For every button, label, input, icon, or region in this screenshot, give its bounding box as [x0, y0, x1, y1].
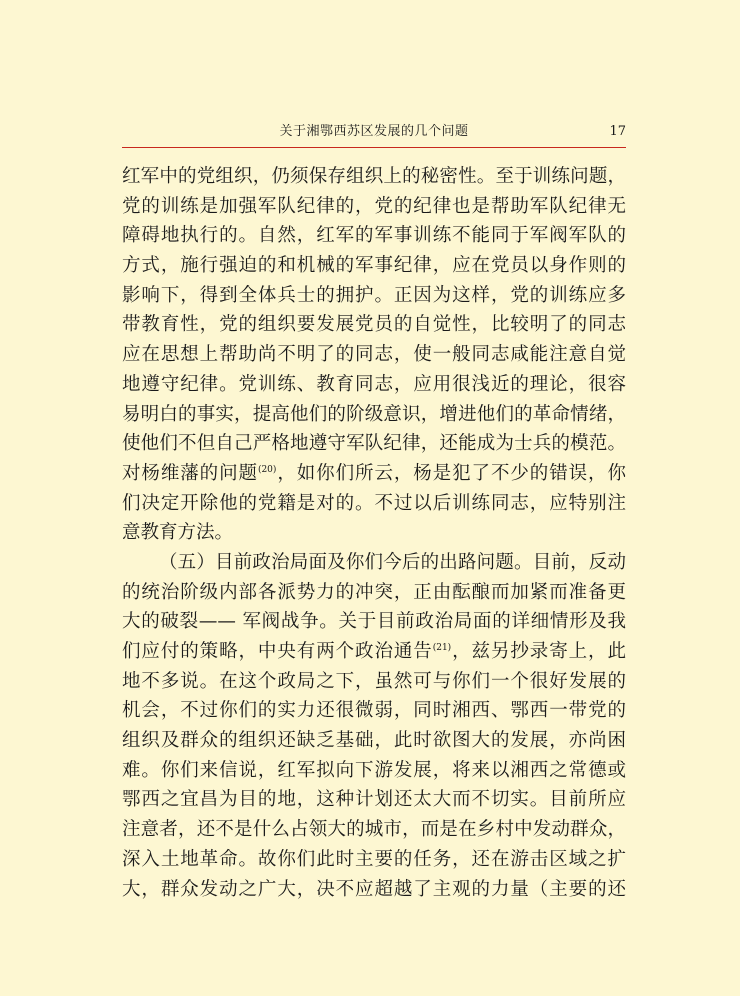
line-text: 易明白的事实，提高他们的阶级意识，增进他们的革命情绪，	[122, 403, 626, 425]
line-text: 的统治阶级内部各派势力的冲突，正由酝酿而加紧而准备更	[122, 581, 626, 603]
line-text: 组织及群众的组织还缺乏基础，此时欲图大的发展，亦尚困	[122, 730, 626, 752]
line-text: 地遵守纪律。党训练、教育同志，应用很浅近的理论，很容	[122, 373, 626, 395]
line-text: 们应付的策略，中央有两个政治通告	[122, 641, 433, 662]
text-line	[122, 875, 626, 905]
line-text: 机会，不过你们的实力还很微弱，同时湘西、鄂西一带党的	[122, 700, 626, 722]
line-text: 大，群众发动之广大，决不应超越了主观的力量（主要的还	[122, 878, 626, 900]
text-line	[122, 162, 626, 192]
text-line	[122, 815, 626, 845]
text-line	[122, 785, 626, 815]
running-title: 关于湘鄂西苏区发展的几个问题	[279, 124, 469, 139]
line-text: 深入土地革命。故你们此时主要的任务，还在游击区域之扩	[122, 848, 626, 870]
text-line	[122, 310, 626, 340]
text-line	[122, 667, 626, 697]
running-header	[122, 122, 626, 146]
text-line	[122, 489, 626, 519]
line-text: 难。你们来信说，红军拟向下游发展，将来以湘西之常德或	[122, 759, 626, 781]
text-line	[122, 221, 626, 251]
text-line	[122, 578, 626, 608]
text-line	[122, 429, 626, 459]
line-text-continued: ，兹另抄录寄上，此	[451, 641, 626, 662]
text-line	[122, 756, 626, 786]
text-line	[122, 281, 626, 311]
line-text-continued: ，如你们所云，杨是犯了不少的错误，你	[276, 462, 626, 484]
line-text: 使他们不但自己严格地遵守军队纪律，还能成为士兵的模范。	[122, 433, 626, 455]
line-text: 应在思想上帮助尚不明了的同志，使一般同志咸能注意自觉	[122, 344, 626, 366]
line-text: 障碍地执行的。自然，红军的军事训练不能同于军阀军队的	[122, 225, 626, 247]
text-line	[122, 726, 626, 756]
text-line	[122, 192, 626, 222]
line-text: 带教育性，党的组织要发展党员的自觉性，比较明了的同志	[122, 314, 626, 336]
line-text: 对杨维藩的问题	[122, 462, 258, 484]
text-line	[122, 548, 626, 578]
text-line	[122, 251, 626, 281]
text-line	[122, 518, 626, 548]
line-text: 方式，施行强迫的和机械的军事纪律，应在党员以身作则的	[122, 255, 626, 277]
text-line	[122, 370, 626, 400]
text-line	[122, 607, 626, 637]
line-text: （五）目前政治局面及你们今后的出路问题。目前，反动	[159, 551, 626, 573]
text-line	[122, 845, 626, 875]
text-line	[122, 459, 626, 489]
line-text: 们决定开除他的党籍是对的。不过以后训练同志，应特别注	[122, 492, 626, 514]
line-text: 注意者，还不是什么占领大的城市，而是在乡村中发动群众，	[122, 819, 626, 841]
line-text: 意教育方法。	[122, 522, 234, 544]
line-text: 鄂西之宜昌为目的地，这种计划还太大而不切实。目前所应	[122, 789, 626, 811]
line-text: 红军中的党组织，仍须保存组织上的秘密性。至于训练问题，	[122, 166, 626, 187]
text-line	[122, 696, 626, 726]
text-line	[122, 340, 626, 370]
header-rule	[122, 147, 626, 148]
text-line	[122, 400, 626, 430]
footnote-marker: (20)	[257, 464, 277, 475]
line-text: 大的破裂—— 军阀战争。关于目前政治局面的详细情形及我	[122, 611, 626, 633]
line-text: 党的训练是加强军队纪律的，党的纪律也是帮助军队纪律无	[122, 195, 626, 217]
line-text: 影响下，得到全体兵士的拥护。正因为这样，党的训练应多	[122, 284, 626, 306]
footnote-marker: (21)	[432, 643, 452, 653]
body-text	[122, 162, 626, 904]
text-line	[122, 637, 626, 667]
line-text: 地不多说。在这个政局之下，虽然可与你们一个很好发展的	[122, 670, 626, 692]
page-number: 17	[609, 124, 626, 139]
